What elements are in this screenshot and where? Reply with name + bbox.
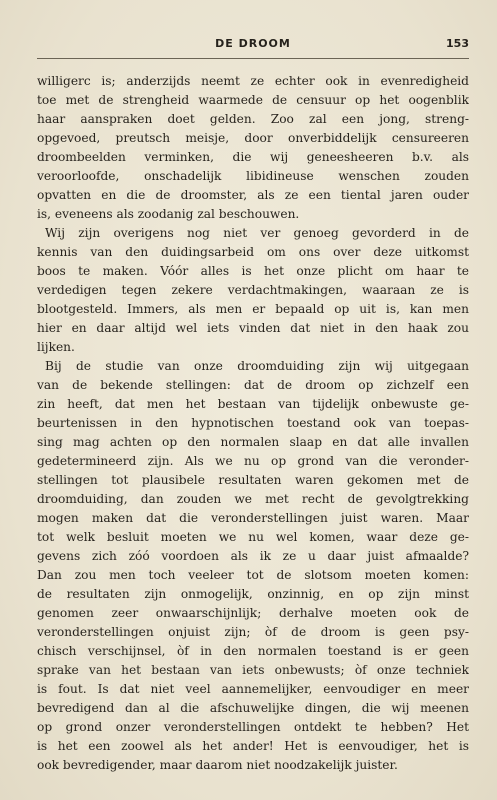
text-line: opgevoed, preutsch meisje, door onverbiddelijk censureeren (37, 131, 469, 145)
text-line: tot welk besluit moeten we nu wel komen, waar deze ge- (37, 530, 469, 544)
header-rule (37, 58, 469, 59)
text-line: toe met de strengheid waarmede de censuur op het oogenblik (37, 93, 469, 107)
text-line: sing mag achten op den normalen slaap en dat alle invallen (37, 435, 469, 449)
text-line: beurtenissen in den hypnotischen toestand ook van toepas- (37, 416, 469, 430)
text-line: droomduiding, dan zouden we met recht de gevolgtrekking (37, 492, 469, 506)
text-line: blootgesteld. Immers, als men er bepaald op uit is, kan men (37, 302, 469, 316)
text-line: gedetermineerd zijn. Als we nu op grond van die veronder- (37, 454, 469, 468)
text-line: stellingen tot plausibele resultaten waren gekomen met de (37, 473, 469, 487)
chapter-title: DE DROOM (215, 37, 291, 50)
text-line: veroorloofde, onschadelijk libidineuse wenschen zouden (37, 169, 469, 183)
text-line: Wij zijn overigens nog niet ver genoeg gevorderd in de (45, 226, 469, 240)
text-line: opvatten en die de droomster, als ze een tiental jaren ouder (37, 188, 469, 202)
text-line: haar aanspraken doet gelden. Zoo zal een jong, streng- (37, 112, 469, 126)
page-number: 153 (446, 37, 469, 50)
text-line: veronderstellingen onjuist zijn; òf de droom is geen psy- (37, 625, 469, 639)
text-line: droombeelden verminken, die wij geneesheeren b.v. als (37, 150, 469, 164)
text-line: ook bevredigender, maar daarom niet noodzakelijk juister. (37, 758, 398, 772)
text-line: genomen zeer onwaarschijnlijk; derhalve moeten ook de (37, 606, 469, 620)
text-line: van de bekende stellingen: dat de droom op zichzelf een (37, 378, 469, 392)
text-line: hier en daar altijd wel iets vinden dat niet in den haak zou (37, 321, 469, 335)
text-line: zin heeft, dat men het bestaan van tijdelijk onbewuste ge- (37, 397, 469, 411)
running-head (37, 36, 469, 52)
text-line: Dan zou men toch veeleer tot de slotsom moeten komen: (37, 568, 469, 582)
text-line: is fout. Is dat niet veel aannemelijker, eenvoudiger en meer (37, 682, 469, 696)
text-line: chisch verschijnsel, òf in den normalen toestand is er geen (37, 644, 469, 658)
text-line: lijken. (37, 340, 75, 354)
text-line: gevens zich zóó voordoen als ik ze u daar juist afmaalde? (37, 549, 469, 563)
text-line: is het een zoowel als het ander! Het is eenvoudiger, het is (37, 739, 469, 753)
body-text (37, 72, 469, 775)
text-line: is, eveneens als zoodanig zal beschouwen. (37, 207, 300, 221)
text-line: sprake van het bestaan van iets onbewusts; òf onze techniek (37, 663, 469, 677)
text-line: op grond onzer veronderstellingen ontdekt te hebben? Het (37, 720, 469, 734)
text-line: boos te maken. Vóór alles is het onze plicht om haar te (37, 264, 469, 278)
text-line: willigerc is; anderzijds neemt ze echter ook in evenredigheid (37, 74, 469, 88)
text-line: mogen maken dat die veronderstellingen juist waren. Maar (37, 511, 469, 525)
text-line: kennis van den duidingsarbeid om ons over deze uitkomst (37, 245, 469, 259)
text-line: verdedigen tegen zekere verdachtmakingen, waaraan ze is (37, 283, 469, 297)
text-line: Bij de studie van onze droomduiding zijn wij uitgegaan (45, 359, 469, 373)
text-line: bevredigend dan al die afschuwelijke dingen, die wij meenen (37, 701, 469, 715)
text-line: de resultaten zijn onmogelijk, onzinnig, en op zijn minst (37, 587, 469, 601)
